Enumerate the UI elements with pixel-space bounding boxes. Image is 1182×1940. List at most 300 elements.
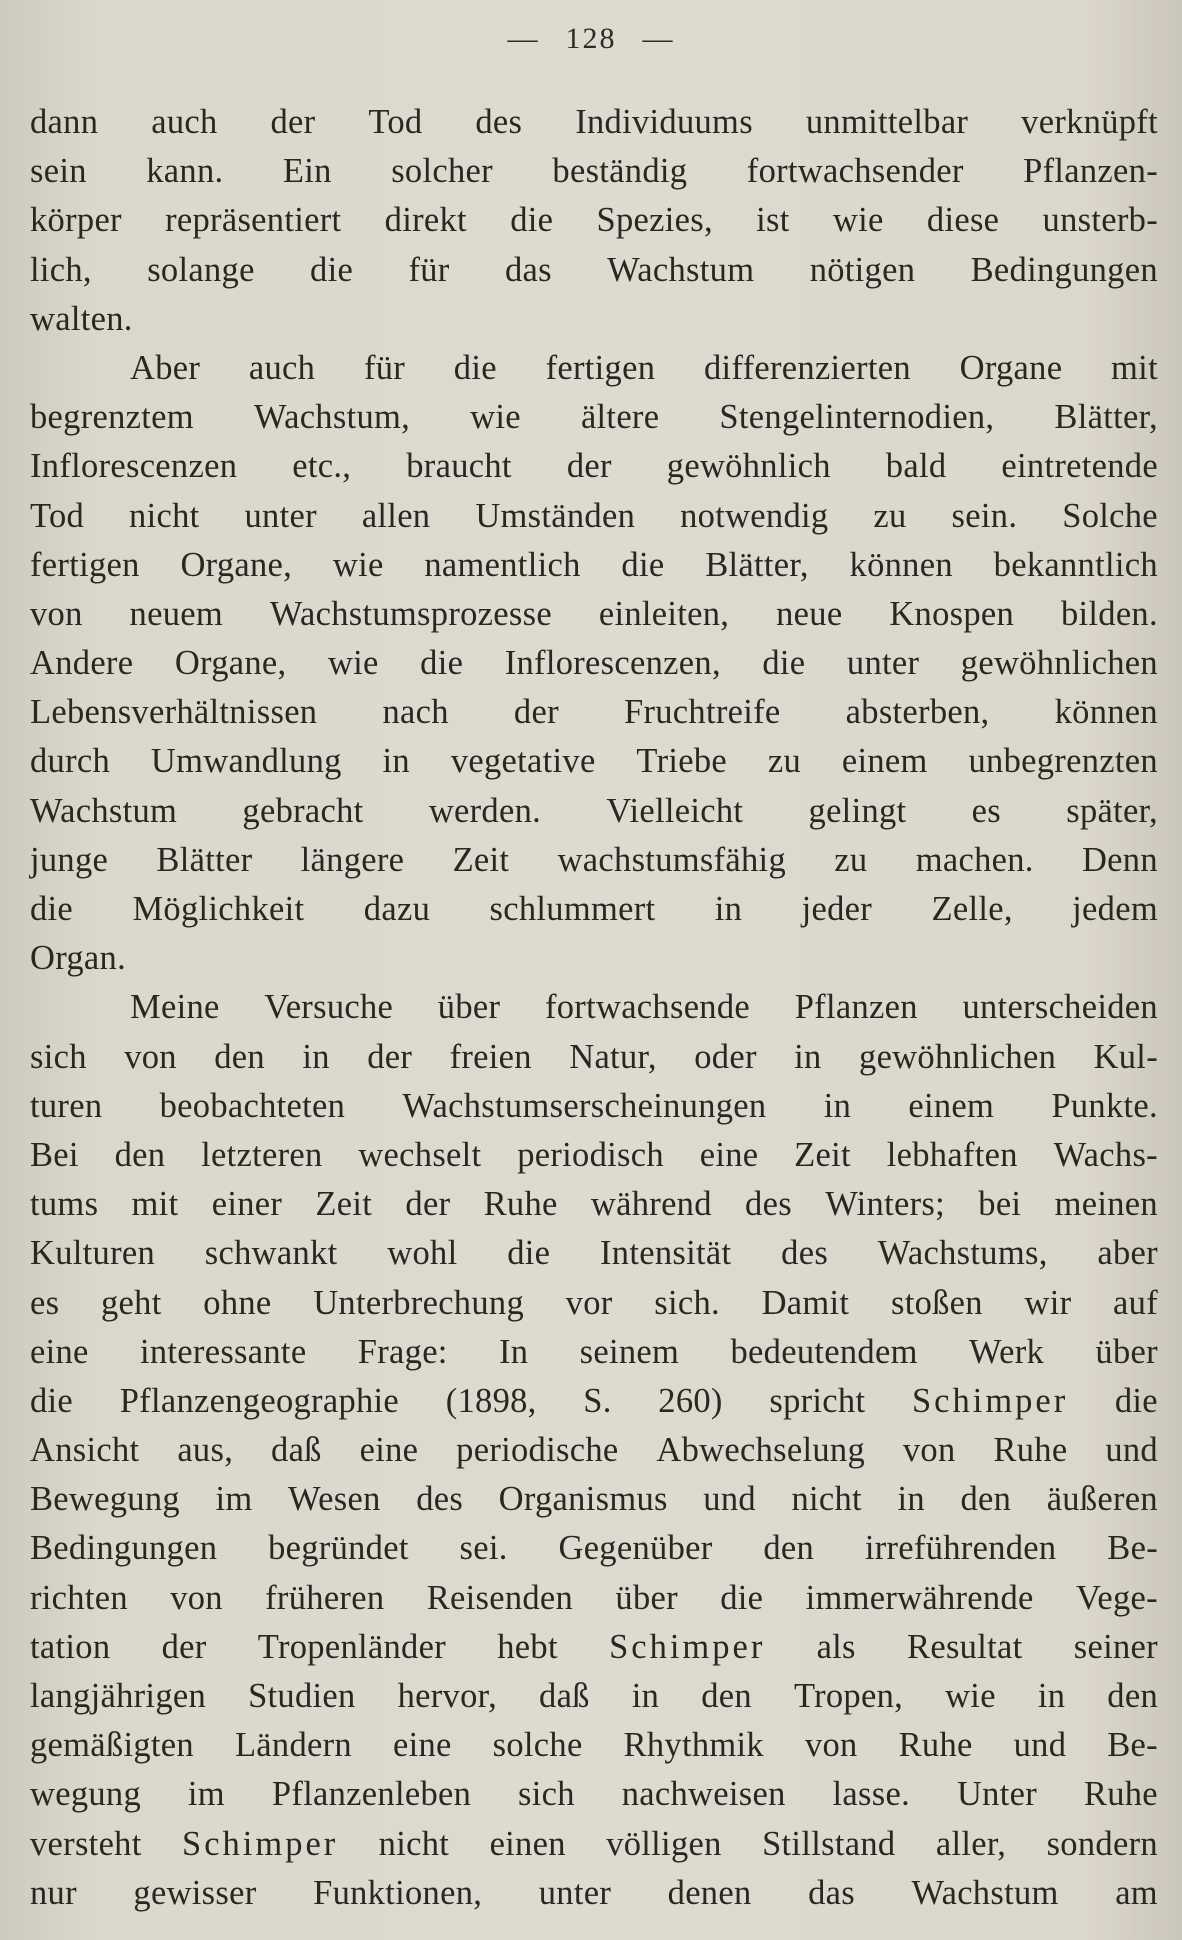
word: in [897,1480,925,1519]
word: auch [248,348,316,387]
word: lebhaften [886,1135,1018,1174]
word: Wachstum [30,791,178,830]
text-line [30,492,1158,541]
word: Organe, [174,644,287,683]
word: wachstumsfähig [557,840,786,879]
word: wie [332,545,384,584]
text-line [30,344,1158,393]
word: die [1114,1381,1158,1420]
text-line [30,442,1158,491]
word: den [960,1480,1012,1519]
word: eine [359,1431,419,1470]
word: können [849,545,953,584]
word: neuem [129,594,223,633]
word: während [590,1185,712,1224]
word: ist [756,201,790,240]
text-line [30,836,1158,885]
word: Pflanzen- [1023,152,1158,191]
word: Be- [1107,1726,1158,1765]
word: seiner [1073,1627,1158,1666]
word: tation [30,1627,111,1666]
word: Bei [30,1135,79,1174]
text-line [30,246,1158,295]
word: Organe, [180,545,293,584]
word: lasse. [832,1775,911,1814]
page-header [0,22,1182,56]
word: den [1107,1677,1158,1715]
word: Stengelinternodien, [719,398,995,437]
word: absterben, [845,693,990,732]
word: nach [382,693,449,732]
word: im [215,1480,253,1519]
word: die [720,1578,764,1617]
word: den [114,1135,166,1174]
word: junge [30,840,109,879]
body-text [30,98,1158,1918]
word: Frage: [357,1332,448,1371]
word: langjährigen [30,1677,207,1715]
word: völligen [606,1824,722,1863]
word: jeder [801,890,873,928]
word: wie [945,1677,996,1715]
word: in [382,742,410,781]
word: Gegenüber [558,1529,713,1568]
word: immerwährende [805,1578,1034,1617]
text-line [30,1229,1158,1278]
word: die [510,201,554,240]
word: in [1037,1677,1066,1715]
word: stoßen [890,1283,983,1322]
word: eine [30,1332,89,1371]
word: des [416,1480,464,1519]
word: Inflorescenzen [30,447,238,486]
word: Zeit [452,840,510,879]
word: Zelle, [931,890,1013,928]
word: Knospen [889,594,1015,633]
text-line [30,1672,1158,1721]
word: es [971,791,1002,830]
word: notwendig [680,496,829,535]
word: Tod [30,496,85,535]
word: Resultat [907,1627,1023,1666]
word: Tropen, [793,1677,904,1715]
word: für [408,250,450,289]
word: gewisser [133,1873,257,1912]
word: Funktionen, [313,1873,483,1912]
word: Vielleicht [606,791,744,830]
word: Organ. [30,939,127,978]
word: sich [30,1037,87,1076]
text-line [30,541,1158,590]
word: Wachstum [911,1873,1059,1912]
word: machen. [915,840,1034,879]
word: von [804,1726,858,1765]
text-line [30,1082,1158,1131]
word: Tropenländer [257,1627,447,1666]
word: repräsentiert [165,201,342,240]
word: Kul- [1093,1037,1158,1076]
word: Pflanzenleben [271,1775,472,1814]
word: jedem [1072,890,1158,928]
word: fertigen [545,348,656,387]
word: in [631,1677,660,1715]
word: die [453,348,497,387]
word: gemäßigten [30,1726,194,1765]
word: das [808,1873,855,1912]
word: diese [926,201,1000,240]
text-line [30,1279,1158,1328]
word: Schimper [609,1627,766,1666]
word: über [615,1578,678,1617]
word: unter [846,644,920,683]
word: wie [470,398,521,437]
word: die [30,890,74,928]
word: Zeit [794,1135,851,1174]
word: daß [271,1431,322,1470]
word: Damit [761,1283,850,1322]
word: als [816,1627,856,1666]
word: spricht [769,1381,866,1420]
word: allen [361,496,431,535]
word: nur [30,1873,77,1912]
word: schlummert [489,890,656,928]
word: periodisch [517,1135,664,1174]
word: solcher [391,152,493,191]
word: längere [300,840,405,879]
word: Blätter, [1054,398,1158,437]
word: von [902,1431,956,1470]
word: Wachs- [1053,1135,1158,1174]
word: letzteren [201,1135,323,1174]
word: bedeutendem [730,1332,918,1371]
word: in [714,890,743,928]
word: gewöhnlichen [960,644,1158,683]
header-dash-right: — [642,22,675,55]
word: Fruchtreife [623,693,781,732]
word: die [507,1234,551,1273]
word: Ruhe [993,1431,1068,1470]
word: unter [244,496,317,535]
word: den [214,1037,265,1076]
word: differenzierten [703,348,911,387]
word: Ländern [234,1726,352,1765]
text-line [30,590,1158,639]
word: Reisenden [426,1578,574,1617]
word: unmittelbar [805,103,969,141]
word: (1898, [445,1381,537,1420]
word: Unterbrechung [313,1283,525,1322]
word: wegung [30,1775,142,1814]
word: zu [834,840,868,879]
text-line [30,1574,1158,1623]
word: Pflanzen [794,988,918,1027]
word: zu [767,742,802,781]
word: von [30,594,83,633]
word: beständig [552,152,688,191]
word: eintretende [1001,447,1158,486]
word: die [420,644,464,683]
word: nicht [791,1480,862,1519]
word: seinem [579,1332,680,1371]
word: Triebe [636,742,728,781]
word: dazu [363,890,431,928]
word: sein. [951,496,1018,535]
word: Inflorescenzen, [504,644,721,683]
word: Umwandlung [150,742,342,781]
word: die [762,644,806,683]
word: aller, [935,1824,1007,1863]
word: Ansicht [30,1431,140,1470]
word: dann [30,103,99,141]
word: begrenztem [30,398,194,437]
word: eine [392,1726,452,1765]
word: einleiten, [598,594,730,633]
word: über [1095,1332,1158,1371]
word: nachweisen [621,1775,786,1814]
word: oder [694,1037,757,1076]
word: bekanntlich [993,545,1158,584]
word: unbegrenzten [968,742,1158,781]
header-dash-left: — [507,22,540,55]
word: ältere [580,398,660,437]
word: Wachstum [607,250,755,289]
word: Umständen [475,496,636,535]
text-line [30,934,1158,983]
text-line [30,1475,1158,1524]
word: in [302,1037,330,1076]
word: Ruhe [483,1185,558,1224]
word: können [1054,693,1158,732]
word: richten [30,1578,128,1617]
word: wechselt [358,1135,482,1174]
word: Intensität [600,1234,732,1273]
word: am [1115,1873,1158,1912]
word: früheren [265,1578,385,1617]
word: Blätter [156,840,253,879]
word: Lebensverhältnissen [30,693,318,732]
text-line [30,147,1158,196]
text-line [30,295,1158,344]
word: Möglichkeit [132,890,305,928]
text-line [30,196,1158,245]
word: bilden. [1060,594,1158,633]
text-line [30,1180,1158,1229]
word: den [763,1529,815,1568]
word: direkt [384,201,467,240]
word: der [367,1037,413,1076]
word: hervor, [397,1677,497,1715]
word: Schimper [911,1381,1069,1420]
word: geht [101,1283,162,1322]
word: fortwachsender [746,152,964,191]
word: Be- [1107,1529,1158,1568]
word: und [1105,1431,1158,1470]
text-line [30,98,1158,147]
word: gewöhnlichen [859,1037,1057,1076]
word: des [475,103,523,141]
word: daß [539,1677,590,1715]
word: gelingt [808,791,907,830]
word: verknüpft [1021,103,1158,141]
word: nicht [129,496,200,535]
word: sei. [459,1529,508,1568]
word: neue [776,594,843,633]
word: Vege- [1075,1578,1158,1617]
word: der [566,447,612,486]
word: einen [489,1824,566,1863]
word: der [161,1627,207,1666]
word: nicht [378,1824,450,1863]
word: aus, [177,1431,234,1470]
word: im [187,1775,225,1814]
word: Wachstums, [877,1234,1048,1273]
word: versteht [30,1824,142,1863]
word: fertigen [30,545,140,584]
word: Bedingungen [30,1529,218,1568]
word: sondern [1046,1824,1158,1863]
word: Bedingungen [970,250,1158,289]
text-line [30,1869,1158,1918]
word: turen [30,1086,103,1125]
word: Punkte. [1051,1086,1158,1125]
word: mit [1111,348,1158,387]
word: Wachstumserscheinungen [402,1086,767,1125]
word: für [363,348,406,387]
text-line [30,1328,1158,1377]
word: wie [832,201,884,240]
word: die [621,545,665,584]
word: das [504,250,552,289]
word: Individuums [575,103,753,141]
word: Bewegung [30,1480,180,1519]
text-line [30,885,1158,934]
word: die [310,250,354,289]
word: irreführenden [864,1529,1057,1568]
text-line [30,1426,1158,1475]
word: Winters; [825,1185,946,1224]
word: Spezies, [596,201,713,240]
word: unter [538,1873,612,1912]
word: durch [30,742,111,781]
word: des [745,1185,792,1224]
text-line [30,1721,1158,1770]
word: Solche [1062,496,1158,535]
word: denen [667,1873,752,1912]
text-line [30,1131,1158,1180]
word: Andere [30,644,134,683]
word: auch [151,103,218,141]
text-line [30,1033,1158,1082]
word: von [170,1578,223,1617]
word: mit [131,1185,179,1224]
word: In [499,1332,529,1371]
word: Organismus [498,1480,668,1519]
word: in [823,1086,852,1125]
word: freien [449,1037,532,1076]
word: Kulturen [30,1234,156,1273]
page-number: 128 [565,22,617,55]
text-line [30,983,1158,1032]
word: sich. [654,1283,720,1322]
word: schwankt [204,1234,338,1273]
word: Ruhe [1083,1775,1158,1814]
word: sein [30,152,87,191]
word: Studien [248,1677,356,1715]
word: lich, [30,250,92,289]
word: in [794,1037,822,1076]
word: Ruhe [898,1726,973,1765]
word: 260) [658,1381,723,1420]
word: einem [908,1086,995,1125]
word: bald [885,447,947,486]
text-line [30,1377,1158,1426]
word: namentlich [424,545,581,584]
word: die [30,1381,74,1420]
word: Abwechselung [656,1431,865,1470]
text-line [30,737,1158,786]
word: äußeren [1046,1480,1158,1519]
word: kann. [146,152,224,191]
word: Pflanzengeographie [119,1381,400,1420]
word: des [781,1234,829,1273]
word: vor [565,1283,613,1322]
word: einem [841,742,928,781]
word: eine [699,1135,759,1174]
word: Werk [969,1332,1045,1371]
word: Blätter, [705,545,809,584]
word: Wachstumsprozesse [269,594,552,633]
word: zu [873,496,907,535]
word: bei [978,1185,1022,1224]
word: von [124,1037,177,1076]
word: wir [1024,1283,1072,1322]
word: Wesen [288,1480,381,1519]
word: später, [1066,791,1158,830]
text-line [30,688,1158,737]
text-line [30,639,1158,688]
word: sich [518,1775,575,1814]
word: solche [492,1726,583,1765]
word: tums [30,1185,99,1224]
word: walten. [30,299,133,338]
word: körper [30,201,122,240]
word: etc., [292,447,352,486]
word: braucht [406,447,512,486]
text-line [30,1820,1158,1869]
word: werden. [428,791,542,830]
word: einer [211,1185,283,1224]
word: der [270,103,316,141]
word: Zeit [315,1185,373,1224]
word: unterscheiden [962,988,1158,1027]
word: Organe [959,348,1063,387]
word: Versuche [264,988,394,1027]
word: ohne [203,1283,272,1322]
word: beobachteten [159,1086,346,1125]
word: Unter [956,1775,1037,1814]
word: und [703,1480,756,1519]
word: interessante [139,1332,307,1371]
word: Aber [130,348,201,387]
word: begründet [268,1529,409,1568]
word: Stillstand [762,1824,896,1863]
text-line [30,1770,1158,1819]
word: hebt [497,1627,558,1666]
word: aber [1097,1234,1158,1273]
word: Denn [1081,840,1158,879]
word: gebracht [242,791,364,830]
text-line [30,787,1158,836]
